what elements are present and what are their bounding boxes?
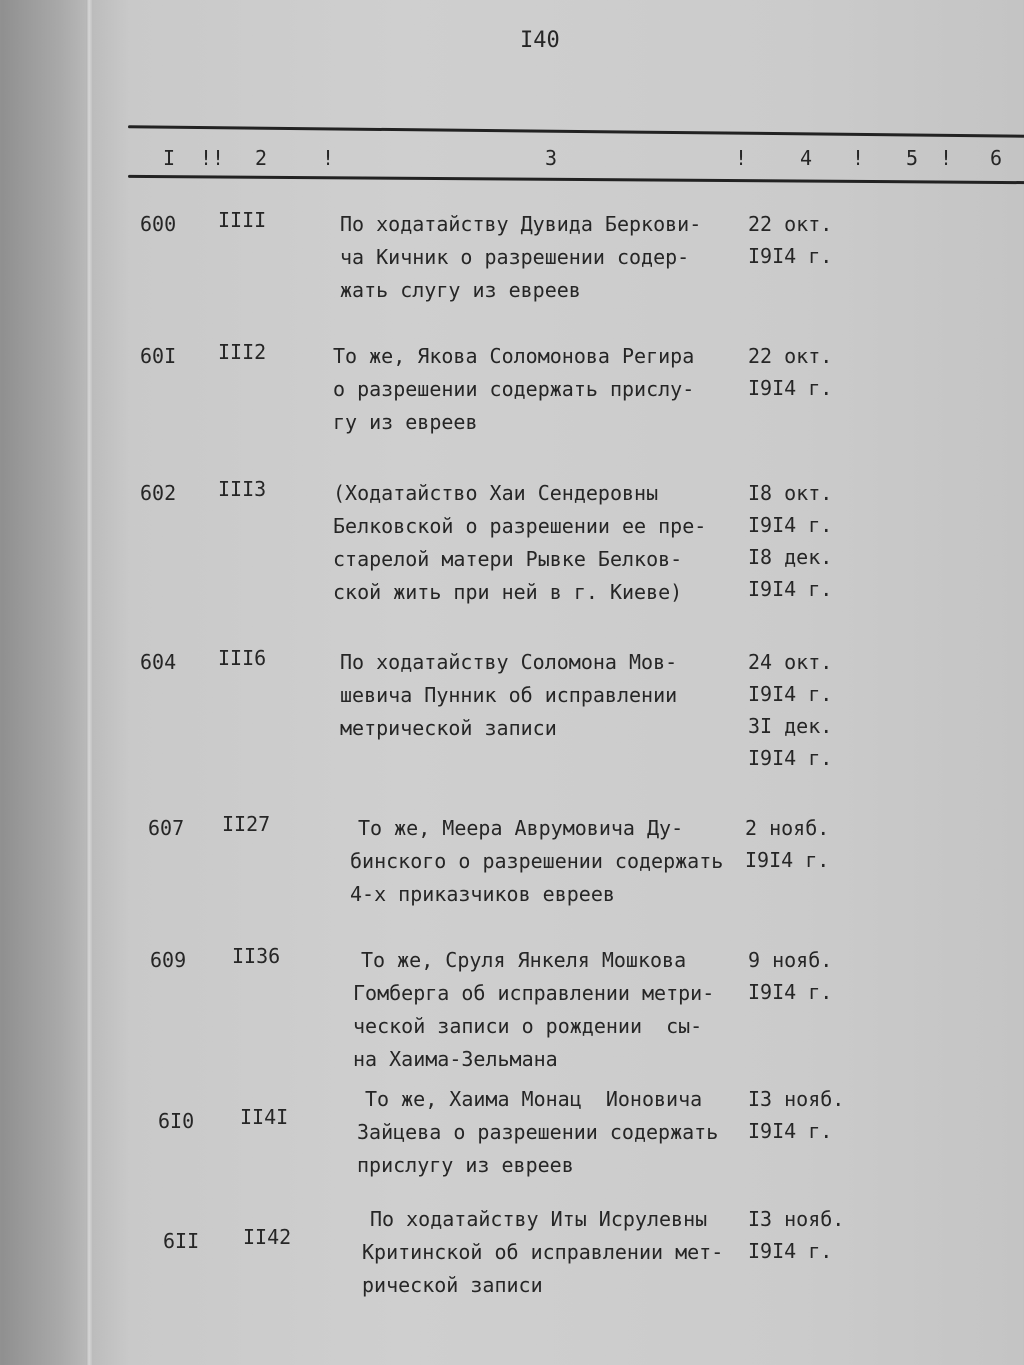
entry-date: I3 нояб. (748, 1207, 845, 1231)
entry-text-line: о разрешении содержать прислу- (333, 377, 695, 401)
entry-number: 602 (140, 481, 177, 505)
entry-date: I8 дек. (748, 545, 833, 569)
entry-text-line: бинского о разрешении содержать (350, 849, 724, 873)
entry-text-line: старелой матери Рывке Белков- (333, 547, 683, 571)
entry-text-line: То же, Хаима Монац Ионовича (365, 1087, 703, 1111)
entry-number: 60I (140, 344, 177, 368)
column-header-cell: 4 (800, 146, 813, 170)
page-number: I40 (520, 28, 560, 53)
entry-text-line: прислугу из евреев (357, 1153, 574, 1177)
file-number: III6 (218, 646, 267, 670)
column-header-cell: 6 (990, 146, 1003, 170)
entry-text-line: То же, Якова Соломонова Регира (333, 344, 695, 368)
entry-text-line: ской жить при ней в г. Киеве) (333, 580, 683, 604)
entry-text-line: 4-х приказчиков евреев (350, 882, 615, 906)
entry-date: I9I4 г. (748, 1239, 833, 1263)
entry-date: 2 нояб. (745, 816, 830, 840)
file-number: II42 (243, 1225, 292, 1249)
entry-date: I9I4 г. (748, 746, 833, 770)
entry-date: I9I4 г. (748, 682, 833, 706)
entry-number: 6I0 (158, 1109, 195, 1133)
entry-number: 6II (163, 1229, 200, 1253)
entry-text-line: То же, Сруля Янкеля Мошкова (361, 948, 687, 972)
entry-number: 607 (148, 816, 185, 840)
file-number: III3 (218, 477, 267, 501)
file-number: IIII (218, 208, 267, 232)
entry-text-line: Белковской о разрешении ее пре- (333, 514, 707, 538)
entry-date: I9I4 г. (748, 376, 833, 400)
entry-text-line: (Ходатайство Хаи Сендеровны (333, 481, 659, 505)
entry-text-line: гу из евреев (333, 410, 478, 434)
column-header-cell: 3 (545, 146, 558, 170)
file-number: III2 (218, 340, 267, 364)
entry-number: 604 (140, 650, 177, 674)
file-number: II27 (222, 812, 271, 836)
entry-number: 609 (150, 948, 187, 972)
entry-date: I9I4 г. (748, 577, 833, 601)
entry-date: I9I4 г. (748, 1119, 833, 1143)
entry-text-line: Критинской об исправлении мет- (362, 1240, 724, 1264)
column-header-cell: !! (200, 146, 225, 170)
entry-date: 3I дек. (748, 714, 833, 738)
entry-text-line: рической записи (362, 1273, 543, 1297)
entry-date: 24 окт. (748, 650, 833, 674)
entry-text-line: По ходатайству Иты Исрулевны (370, 1207, 708, 1231)
entry-date: I8 окт. (748, 481, 833, 505)
entry-text-line: По ходатайству Дувида Беркови- (340, 212, 702, 236)
entry-date: 9 нояб. (748, 948, 833, 972)
entry-text-line: ческой записи о рождении сы- (353, 1014, 703, 1038)
column-header-cell: 2 (255, 146, 268, 170)
header-rule-top (128, 125, 1024, 137)
entry-text-line: Гомберга об исправлении метри- (353, 981, 715, 1005)
column-header-cell: ! (852, 146, 865, 170)
entry-text-line: ча Кичник о разрешении содер- (340, 245, 690, 269)
file-number: II4I (240, 1105, 289, 1129)
entry-number: 600 (140, 212, 177, 236)
entry-text-line: жать слугу из евреев (340, 278, 581, 302)
entry-text-line: шевича Пунник об исправлении (340, 683, 678, 707)
entry-text-line: Зайцева о разрешении содержать (357, 1120, 719, 1144)
entry-date: I9I4 г. (748, 980, 833, 1004)
entry-date: 22 окт. (748, 212, 833, 236)
column-header-cell: ! (940, 146, 953, 170)
column-header-cell: I (163, 146, 176, 170)
entry-text-line: на Хаима-Зельмана (353, 1047, 558, 1071)
column-header-cell: ! (735, 146, 748, 170)
header-rule-bottom (128, 175, 1024, 184)
entry-date: I9I4 г. (748, 244, 833, 268)
entry-text-line: По ходатайству Соломона Мов- (340, 650, 678, 674)
entry-date: I3 нояб. (748, 1087, 845, 1111)
column-header-cell: ! (322, 146, 335, 170)
entry-date: I9I4 г. (745, 848, 830, 872)
page-fold (86, 0, 92, 1365)
file-number: II36 (232, 944, 281, 968)
column-header-cell: 5 (906, 146, 919, 170)
entry-text-line: метрической записи (340, 716, 557, 740)
entry-date: 22 окт. (748, 344, 833, 368)
entry-date: I9I4 г. (748, 513, 833, 537)
entry-text-line: То же, Меера Аврумовича Ду- (358, 816, 684, 840)
